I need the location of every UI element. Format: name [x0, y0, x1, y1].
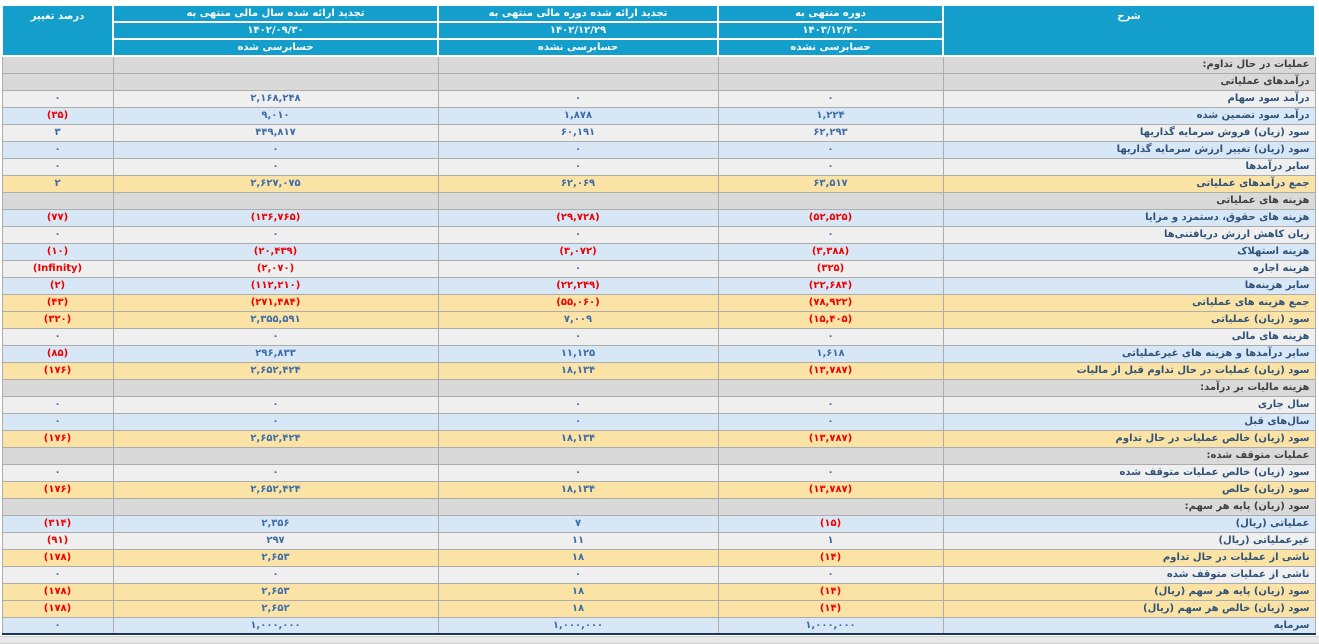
value-cell-restated-period: [438, 379, 718, 396]
table-row: [2, 328, 1315, 345]
value-cell-current: [718, 56, 943, 73]
value-cell-percent-change: (Infinity): [2, 260, 113, 277]
value-cell-restated-year: ۰: [113, 566, 438, 583]
value-cell-restated-year: ۰: [113, 158, 438, 175]
row-label: سایر درآمدها: [943, 158, 1315, 175]
value-cell-restated-period: ۰: [438, 413, 718, 430]
value-cell-restated-period: ۰: [438, 90, 718, 107]
table-row: [2, 413, 1315, 430]
value-cell-restated-year: ۰: [113, 413, 438, 430]
value-cell-percent-change: (۲): [2, 277, 113, 294]
value-cell-restated-year: ۹,۰۱۰: [113, 107, 438, 124]
row-label: سود (زیان) خالص هر سهم (ریال): [943, 600, 1315, 617]
column-header-current-period-title: دوره منتهی به: [718, 5, 943, 22]
value-cell-restated-year: ۲,۶۵۳: [113, 549, 438, 566]
row-label: هزینه استهلاک: [943, 243, 1315, 260]
table-row: [2, 379, 1315, 396]
table-row: [2, 311, 1315, 328]
value-cell-current: (۱۵): [718, 515, 943, 532]
value-cell-current: (۱۴): [718, 600, 943, 617]
column-header-restated-period-title: تجدید ارائه شده دوره مالی منتهی به: [438, 5, 718, 22]
row-label: درآمدهای عملیاتی: [943, 73, 1315, 90]
value-cell-percent-change: (۷۷): [2, 209, 113, 226]
row-label: سایر درآمدها و هزینه های غیرعملیاتی: [943, 345, 1315, 362]
value-cell-current: (۳۲۵): [718, 260, 943, 277]
value-cell-percent-change: ۰: [2, 413, 113, 430]
row-label: عملیاتی (ریال): [943, 515, 1315, 532]
table-row: [2, 226, 1315, 243]
value-cell-percent-change: (۱۷۸): [2, 600, 113, 617]
value-cell-restated-period: ۱,۸۷۸: [438, 107, 718, 124]
column-header-percent-change: درصد تغییر: [2, 5, 113, 56]
value-cell-current: (۲۲,۶۸۴): [718, 277, 943, 294]
value-cell-restated-period: [438, 498, 718, 515]
table-row: [2, 345, 1315, 362]
value-cell-restated-year: ۰: [113, 464, 438, 481]
value-cell-restated-year: [113, 192, 438, 209]
value-cell-restated-year: ۲,۶۵۲,۴۲۴: [113, 362, 438, 379]
table-row: [2, 617, 1315, 634]
value-cell-current: ۶۲,۲۹۳: [718, 124, 943, 141]
table-row: [2, 192, 1315, 209]
value-cell-percent-change: ۰: [2, 328, 113, 345]
value-cell-percent-change: [2, 73, 113, 90]
row-label: درآمد سود تضمین شده: [943, 107, 1315, 124]
table-row: [2, 532, 1315, 549]
column-header-date-2: ۱۴۰۲/۰۹/۳۰: [113, 22, 438, 39]
column-header-audit-1: حسابرسی نشده: [438, 39, 718, 56]
value-cell-restated-year: [113, 379, 438, 396]
value-cell-restated-year: (۱۳۶,۷۶۵): [113, 209, 438, 226]
value-cell-percent-change: (۴۳): [2, 294, 113, 311]
value-cell-restated-period: (۵۵,۰۶۰): [438, 294, 718, 311]
value-cell-restated-year: ۲,۳۵۵,۵۹۱: [113, 311, 438, 328]
table-row: [2, 209, 1315, 226]
row-label: سود (زیان) خالص عملیات در حال تداوم: [943, 430, 1315, 447]
value-cell-restated-year: [113, 73, 438, 90]
row-label: هزینه های حقوق، دستمزد و مزایا: [943, 209, 1315, 226]
value-cell-restated-period: (۲۹,۷۲۸): [438, 209, 718, 226]
row-label: ناشی از عملیات متوقف شده: [943, 566, 1315, 583]
value-cell-percent-change: [2, 447, 113, 464]
table-row: [2, 447, 1315, 464]
value-cell-restated-period: ۱,۰۰۰,۰۰۰: [438, 617, 718, 634]
value-cell-restated-year: ۲,۶۵۲,۴۲۴: [113, 430, 438, 447]
column-header-date-1: ۱۴۰۲/۱۲/۲۹: [438, 22, 718, 39]
value-cell-restated-period: [438, 56, 718, 73]
row-label: عملیات متوقف شده:: [943, 447, 1315, 464]
table-row: [2, 56, 1315, 73]
row-label: سال جاری: [943, 396, 1315, 413]
table-row: [2, 107, 1315, 124]
row-label: سود (زیان) فروش سرمایه گذاریها: [943, 124, 1315, 141]
value-cell-percent-change: [2, 56, 113, 73]
row-label: سود (زیان) پایه هر سهم (ریال): [943, 583, 1315, 600]
value-cell-percent-change: ۰: [2, 226, 113, 243]
value-cell-current: (۱۴): [718, 549, 943, 566]
value-cell-restated-period: ۱۸,۱۳۴: [438, 430, 718, 447]
value-cell-current: ۰: [718, 226, 943, 243]
value-cell-restated-year: ۲,۶۵۲: [113, 600, 438, 617]
value-cell-percent-change: ۰: [2, 396, 113, 413]
value-cell-percent-change: (۸۵): [2, 345, 113, 362]
value-cell-current: ۰: [718, 413, 943, 430]
value-cell-restated-period: [438, 192, 718, 209]
table-row: [2, 294, 1315, 311]
table-row: [2, 124, 1315, 141]
table-row: [2, 277, 1315, 294]
value-cell-percent-change: (۱۷۸): [2, 583, 113, 600]
row-label: سود (زیان) پایه هر سهم:: [943, 498, 1315, 515]
row-label: سود (زیان) عملیاتی: [943, 311, 1315, 328]
value-cell-restated-period: ۷,۰۰۹: [438, 311, 718, 328]
value-cell-percent-change: (۱۷۶): [2, 481, 113, 498]
value-cell-restated-period: ۱۱,۱۲۵: [438, 345, 718, 362]
table-row: [2, 141, 1315, 158]
value-cell-current: ۱,۲۲۴: [718, 107, 943, 124]
value-cell-current: ۰: [718, 328, 943, 345]
table-row: [2, 549, 1315, 566]
value-cell-restated-year: (۲۰,۴۳۹): [113, 243, 438, 260]
value-cell-restated-period: ۷: [438, 515, 718, 532]
table-row: [2, 243, 1315, 260]
value-cell-restated-period: ۰: [438, 566, 718, 583]
value-cell-restated-year: ۰: [113, 328, 438, 345]
value-cell-restated-year: ۲,۱۶۸,۲۴۸: [113, 90, 438, 107]
value-cell-restated-period: ۰: [438, 141, 718, 158]
row-label: سود (زیان) خالص: [943, 481, 1315, 498]
row-label: درآمد سود سهام: [943, 90, 1315, 107]
value-cell-restated-period: ۶۰,۱۹۱: [438, 124, 718, 141]
table-row: [2, 158, 1315, 175]
value-cell-current: (۳,۳۸۸): [718, 243, 943, 260]
value-cell-restated-period: ۰: [438, 464, 718, 481]
value-cell-current: [718, 379, 943, 396]
value-cell-percent-change: (۳۱۴): [2, 515, 113, 532]
row-label: سال‌های قبل: [943, 413, 1315, 430]
value-cell-restated-period: ۱۱: [438, 532, 718, 549]
value-cell-current: ۰: [718, 566, 943, 583]
value-cell-restated-year: ۱,۰۰۰,۰۰۰: [113, 617, 438, 634]
value-cell-current: (۵۲,۵۲۵): [718, 209, 943, 226]
value-cell-restated-year: [113, 498, 438, 515]
value-cell-restated-year: ۰: [113, 226, 438, 243]
table-header: [2, 5, 1315, 56]
column-header-restated-year-title: تجدید ارائه شده سال مالی منتهی به: [113, 5, 438, 22]
value-cell-percent-change: ۰: [2, 464, 113, 481]
column-header-audit-0: حسابرسی نشده: [718, 39, 943, 56]
value-cell-restated-period: ۰: [438, 158, 718, 175]
value-cell-restated-year: ۲,۳۵۶: [113, 515, 438, 532]
value-cell-restated-period: ۱۸: [438, 583, 718, 600]
value-cell-restated-year: ۰: [113, 396, 438, 413]
table-row: [2, 260, 1315, 277]
value-cell-current: (۱۳,۷۸۷): [718, 362, 943, 379]
value-cell-restated-year: ۲۹۷: [113, 532, 438, 549]
column-header-audit-2: حسابرسی شده: [113, 39, 438, 56]
value-cell-current: ۶۳,۵۱۷: [718, 175, 943, 192]
value-cell-restated-period: [438, 447, 718, 464]
value-cell-restated-year: ۲,۶۲۷,۰۷۵: [113, 175, 438, 192]
value-cell-percent-change: ۰: [2, 566, 113, 583]
value-cell-percent-change: [2, 498, 113, 515]
value-cell-current: [718, 73, 943, 90]
value-cell-percent-change: ۰: [2, 90, 113, 107]
value-cell-current: ۱,۶۱۸: [718, 345, 943, 362]
row-label: ناشی از عملیات در حال تداوم: [943, 549, 1315, 566]
row-label: سایر هزینه‌ها: [943, 277, 1315, 294]
row-label: غیرعملیاتی (ریال): [943, 532, 1315, 549]
value-cell-restated-period: (۲۲,۲۴۹): [438, 277, 718, 294]
value-cell-current: ۱,۰۰۰,۰۰۰: [718, 617, 943, 634]
value-cell-current: ۱: [718, 532, 943, 549]
row-label: سود (زیان) خالص عملیات متوقف شده: [943, 464, 1315, 481]
table-row: [2, 362, 1315, 379]
row-label: زیان کاهش ارزش دریافتنی‌ها: [943, 226, 1315, 243]
column-header-description: شرح: [943, 5, 1315, 56]
table-row: [2, 175, 1315, 192]
table-body: [2, 56, 1315, 634]
value-cell-current: ۰: [718, 464, 943, 481]
row-label: هزینه های مالی: [943, 328, 1315, 345]
value-cell-percent-change: (۱۷۶): [2, 362, 113, 379]
value-cell-current: [718, 192, 943, 209]
row-label: سود (زیان) عملیات در حال تداوم قبل از مالیات: [943, 362, 1315, 379]
value-cell-percent-change: [2, 379, 113, 396]
row-label: جمع هزینه های عملیاتی: [943, 294, 1315, 311]
value-cell-current: ۰: [718, 158, 943, 175]
row-label: جمع درآمدهای عملیاتی: [943, 175, 1315, 192]
value-cell-current: (۱۵,۴۰۵): [718, 311, 943, 328]
row-label: عملیات در حال تداوم:: [943, 56, 1315, 73]
value-cell-percent-change: ۳: [2, 124, 113, 141]
value-cell-restated-year: [113, 56, 438, 73]
row-label: سرمایه: [943, 617, 1315, 634]
value-cell-restated-period: [438, 73, 718, 90]
value-cell-current: ۰: [718, 396, 943, 413]
table-row: [2, 73, 1315, 90]
value-cell-current: (۷۸,۹۲۲): [718, 294, 943, 311]
row-label: هزینه اجاره: [943, 260, 1315, 277]
table-row: [2, 498, 1315, 515]
value-cell-percent-change: ۰: [2, 617, 113, 634]
value-cell-percent-change: ۰: [2, 141, 113, 158]
value-cell-percent-change: (۳۲۰): [2, 311, 113, 328]
value-cell-restated-year: ۴۴۹,۸۱۷: [113, 124, 438, 141]
table-row: [2, 396, 1315, 413]
value-cell-current: (۱۴): [718, 583, 943, 600]
value-cell-restated-year: (۲,۰۷۰): [113, 260, 438, 277]
value-cell-restated-year: ۲,۶۵۳: [113, 583, 438, 600]
value-cell-restated-period: ۰: [438, 226, 718, 243]
value-cell-restated-year: ۰: [113, 141, 438, 158]
table-row: [2, 515, 1315, 532]
value-cell-restated-period: ۱۸,۱۳۴: [438, 481, 718, 498]
value-cell-percent-change: (۹۱): [2, 532, 113, 549]
row-label: هزینه های عملیاتی: [943, 192, 1315, 209]
value-cell-percent-change: ۰: [2, 158, 113, 175]
value-cell-percent-change: (۱۷۶): [2, 430, 113, 447]
value-cell-restated-year: (۲۷۱,۴۸۴): [113, 294, 438, 311]
value-cell-percent-change: (۳۵): [2, 107, 113, 124]
value-cell-restated-year: [113, 447, 438, 464]
income-statement-table: [1, 4, 1316, 635]
table-row: [2, 481, 1315, 498]
value-cell-restated-period: ۱۸,۱۳۴: [438, 362, 718, 379]
value-cell-current: (۱۳,۷۸۷): [718, 430, 943, 447]
value-cell-restated-period: ۱۸: [438, 549, 718, 566]
value-cell-restated-period: (۳,۰۷۲): [438, 243, 718, 260]
table-row: [2, 583, 1315, 600]
value-cell-current: (۱۳,۷۸۷): [718, 481, 943, 498]
value-cell-restated-year: ۲۹۶,۸۳۳: [113, 345, 438, 362]
column-header-date-0: ۱۴۰۳/۱۲/۳۰: [718, 22, 943, 39]
value-cell-percent-change: (۱۷۸): [2, 549, 113, 566]
table-row: [2, 430, 1315, 447]
table-row: [2, 90, 1315, 107]
value-cell-restated-period: ۰: [438, 396, 718, 413]
value-cell-restated-year: ۲,۶۵۲,۴۲۴: [113, 481, 438, 498]
table-row: [2, 566, 1315, 583]
value-cell-current: [718, 447, 943, 464]
value-cell-percent-change: [2, 192, 113, 209]
value-cell-percent-change: (۱۰): [2, 243, 113, 260]
value-cell-restated-period: ۰: [438, 260, 718, 277]
value-cell-restated-year: (۱۱۲,۲۱۰): [113, 277, 438, 294]
value-cell-restated-period: ۰: [438, 328, 718, 345]
value-cell-current: ۰: [718, 141, 943, 158]
value-cell-percent-change: ۲: [2, 175, 113, 192]
value-cell-restated-period: ۶۲,۰۶۹: [438, 175, 718, 192]
table-row: [2, 464, 1315, 481]
table-row: [2, 600, 1315, 617]
value-cell-current: [718, 498, 943, 515]
value-cell-restated-period: ۱۸: [438, 600, 718, 617]
row-label: هزینه مالیات بر درآمد:: [943, 379, 1315, 396]
row-label: سود (زیان) تغییر ارزش سرمایه گذاریها: [943, 141, 1315, 158]
value-cell-current: ۰: [718, 90, 943, 107]
